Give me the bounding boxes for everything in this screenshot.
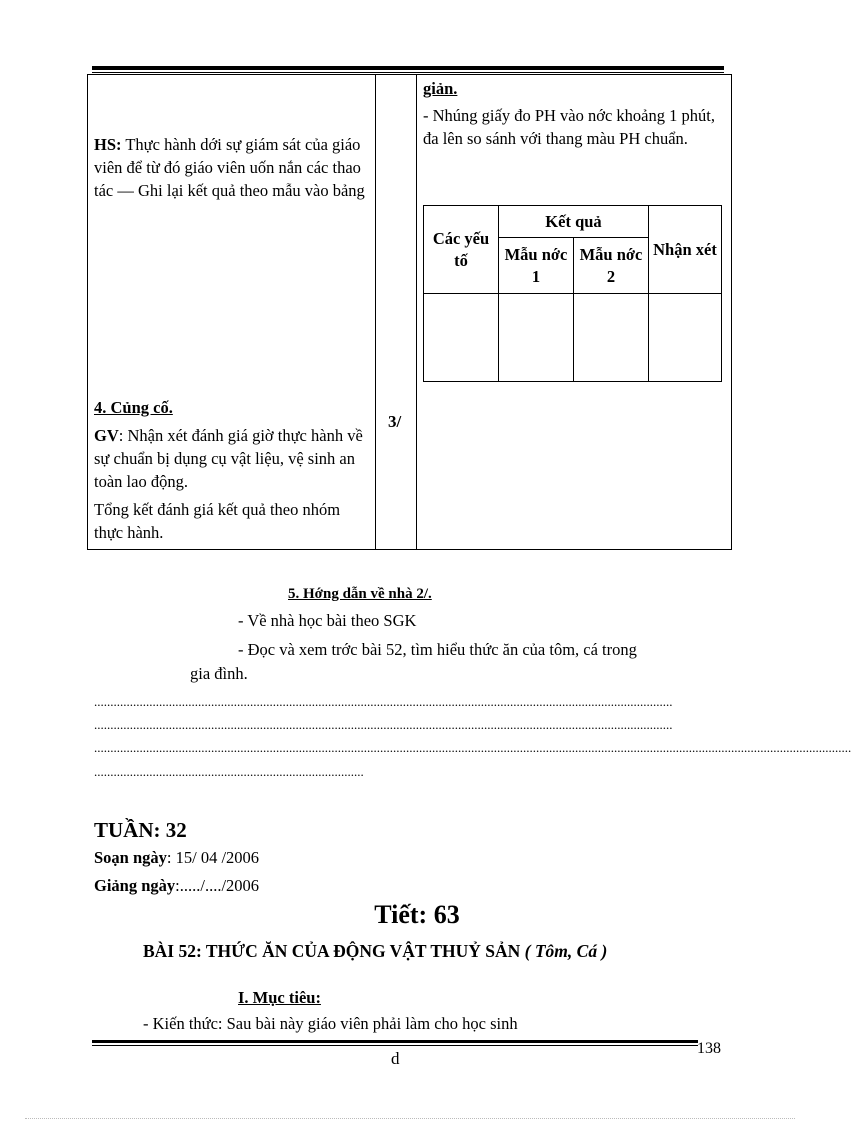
header-sample-1: Mẫu nớc 1: [499, 238, 574, 294]
top-rule: [92, 66, 724, 70]
cell-empty: [424, 294, 499, 382]
teach-date: :...../..../2006: [175, 876, 260, 895]
results-table: [423, 205, 722, 382]
prep-date-line: [94, 846, 259, 869]
summary-paragraph: Tổng kết đánh giá kết quả theo nhóm thực hành.: [94, 500, 341, 542]
header-sample-2: Mẫu nớc 2: [574, 238, 649, 294]
note-line: .........................................................................................................................................................................................................................................: [94, 740, 851, 755]
gv-paragraph: [94, 424, 372, 493]
right-paragraph: - Nhúng giấy đo PH vào nớc khoảng 1 phút, đa lên so sánh với thang màu PH chuẩn.: [423, 106, 715, 148]
table-divider-left: [375, 74, 376, 550]
teach-label: Giảng ngày: [94, 876, 176, 895]
period-text: Tiết: 63: [374, 900, 460, 929]
homework-line-3: gia đình.: [190, 664, 248, 683]
lesson-title-italic: ( Tôm, Cá ): [524, 941, 608, 961]
hs-label: HS:: [94, 135, 122, 154]
header-result: Kết quả: [499, 206, 649, 238]
objectives-line: - Kiến thức: Sau bài này giáo viên phải làm cho học sinh: [143, 1014, 518, 1033]
gv-text: : Nhận xét đánh giá giờ thực hành về sự chuẩn bị dụng cụ vật liệu, vệ sinh an toàn lao động.: [94, 426, 363, 491]
bottom-rule-thin: [92, 1045, 698, 1046]
cell-empty: [499, 294, 574, 382]
time-mark: 3/: [388, 412, 402, 431]
homework-line-2: - Đọc và xem trớc bài 52, tìm hiểu thức ăn của tôm, cá trong: [238, 640, 637, 659]
top-rule-thin: [92, 72, 724, 73]
note-line: ...................................................................................: [94, 764, 364, 779]
table-divider-right: [416, 74, 417, 550]
cell-empty: [574, 294, 649, 382]
prep-label: Soạn ngày: [94, 848, 167, 867]
cell-empty: [649, 294, 722, 382]
lesson-title-main: BÀI 52: THỨC ĂN CỦA ĐỘNG VẬT THUỶ SẢN: [143, 941, 525, 961]
note-line: ..................................................................................................................................................................................: [94, 717, 673, 732]
hs-paragraph: [94, 133, 372, 202]
footer-dotted-line: [25, 1118, 795, 1120]
header-factors: Các yếu tố: [424, 206, 499, 294]
right-heading: giản.: [423, 79, 458, 98]
lesson-title: [143, 941, 607, 962]
prep-date: : 15/ 04 /2006: [166, 848, 260, 867]
hs-text: Thực hành dới sự giám sát của giáo viên để từ đó giáo viên uốn nắn các thao tác — Ghi lại kết quả theo mẫu vào bảng: [94, 135, 365, 200]
week-label: TUẦN: 32: [94, 818, 187, 842]
teach-date-line: [94, 874, 259, 897]
section-4-heading: 4. Củng cố.: [94, 398, 173, 417]
gv-label: GV: [94, 426, 119, 445]
page-number: 138: [697, 1040, 721, 1057]
period-title: [0, 900, 818, 930]
homework-line-1: - Về nhà học bài theo SGK: [238, 611, 417, 630]
header-comment: Nhận xét: [649, 206, 722, 294]
bottom-rule: [92, 1040, 698, 1043]
footer-letter: d: [391, 1049, 400, 1068]
homework-heading: 5. Hớng dẫn về nhà 2/.: [288, 586, 432, 602]
objectives-heading: I. Mục tiêu:: [238, 988, 321, 1007]
note-line: ..................................................................................................................................................................................: [94, 694, 673, 709]
